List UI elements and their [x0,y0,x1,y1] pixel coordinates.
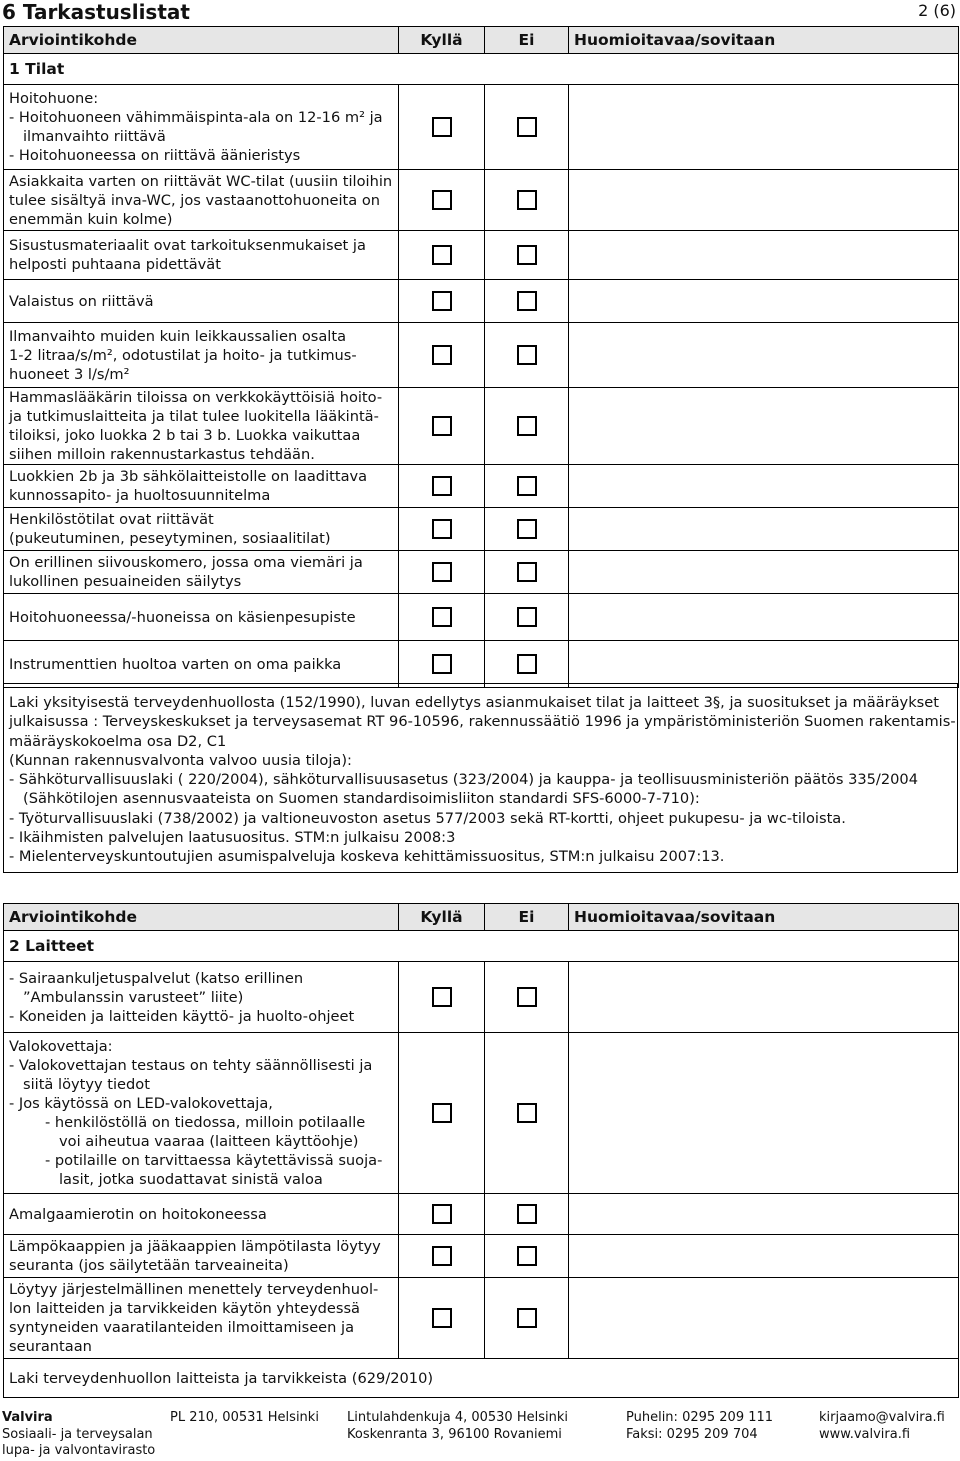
checklist-row [4,1235,959,1278]
section-title: 1 Tilat [4,54,959,85]
email-link[interactable]: kirjaamo@valvira.fi [819,1410,945,1425]
checklist-item-text [4,231,399,280]
checkbox-cell-no [485,1033,569,1194]
checkbox-no[interactable] [517,654,537,674]
item-line: - potilaille on tarvittaessa käytettävissä suoja- [45,1152,383,1169]
checkbox-no[interactable] [517,190,537,210]
checkbox-yes[interactable] [432,519,452,539]
item-line: kunnossapito- ja huoltosuunnitelma [9,487,271,504]
checklist-row [4,1033,959,1194]
law-line: (Sähkötilojen asennusvaateista on Suomen standardisoimisliiton standardi SFS-6000-7-710): [23,790,700,808]
page-header [0,0,960,26]
col-item-header: Arviointikohde [4,27,399,54]
notes-cell[interactable] [569,170,959,231]
checkbox-cell-yes [399,594,485,641]
checklist-item-text [4,508,399,551]
org-line-2: Sosiaali- ja terveysalan [2,1426,153,1442]
checkbox-cell-no [485,1278,569,1359]
col-notes-header: Huomioitavaa/sovitaan [569,27,959,54]
item-line: Löytyy järjestelmällinen menettely terveydenhuol- [9,1281,379,1298]
item-line: Instrumenttien huoltoa varten on oma paikka [9,655,342,673]
checkbox-no[interactable] [517,1246,537,1266]
notes-cell[interactable] [569,231,959,280]
checkbox-yes[interactable] [432,416,452,436]
checkbox-cell-yes [399,508,485,551]
col-yes-header: Kyllä [399,27,485,54]
checklist-row [4,170,959,231]
visiting-address-helsinki: Lintulahdenkuja 4, 00530 Helsinki [347,1410,568,1425]
notes-cell[interactable] [569,962,959,1033]
section-title: 2 Laitteet [4,931,959,962]
item-line: Sisustusmateriaalit ovat tarkoituksenmukaiset ja [9,237,366,254]
checkbox-cell-no [485,1194,569,1235]
item-line: (pukeutuminen, peseytyminen, sosiaalitilat) [9,530,331,547]
checkbox-cell-no [485,508,569,551]
phone: Puhelin: 0295 209 111 [626,1410,774,1425]
item-line: ilmanvaihto riittävä [23,128,166,145]
item-line: Hoitohuone: [9,90,99,107]
item-line: Valokovettaja: [9,1038,113,1055]
item-line: tiloiksi, joko luokka 2 b tai 3 b. Luokka vaikuttaa [9,427,361,444]
item-line: lon laitteiden ja tarvikkeiden käytön yhteydessä [9,1300,360,1317]
checkbox-cell-yes [399,962,485,1033]
checklist-item-text [4,1194,399,1235]
law-references [3,683,958,873]
column-header-row [4,27,959,54]
checkbox-cell-no [485,231,569,280]
checklist-item-text [4,962,399,1033]
checklist-item-text [4,85,399,170]
checklist-row [4,323,959,388]
checkbox-cell-yes [399,1278,485,1359]
notes-cell[interactable] [569,1033,959,1194]
item-line: ja tutkimuslaitteita ja tilat tulee luokitella lääkintä- [9,408,379,425]
checkbox-cell-yes [399,641,485,688]
notes-cell[interactable] [569,323,959,388]
checkbox-yes[interactable] [432,291,452,311]
notes-cell[interactable] [569,388,959,465]
col-notes-header: Huomioitavaa/sovitaan [569,904,959,931]
item-line: - Sairaankuljetuspalvelut (katso erillinen [9,969,304,987]
checkbox-yes[interactable] [432,607,452,627]
checkbox-no[interactable] [517,476,537,496]
item-line: huoneet 3 l/s/m² [9,365,130,383]
checkbox-no[interactable] [517,291,537,311]
col-yes-header: Kyllä [399,904,485,931]
checkbox-cell-yes [399,551,485,594]
law-line: - Mielenterveyskuntoutujien asumispalveluja koskeva kehittämissuositus, STM:n julkaisu 2007:13. [9,848,725,866]
visiting-address-rovaniemi: Koskenranta 3, 96100 Rovaniemi [347,1426,562,1442]
item-line: 1-2 litraa/s/m², odotustilat ja hoito- ja tutkimus- [9,346,357,364]
org-line-3: lupa- ja valvontavirasto [2,1443,156,1458]
item-line: - Koneiden ja laitteiden käyttö- ja huolto-ohjeet [9,1007,355,1025]
checklist-item-text [4,594,399,641]
notes-cell[interactable] [569,551,959,594]
checkbox-cell-yes [399,388,485,465]
item-line: - henkilöstöllä on tiedossa, milloin potilaalle [45,1114,366,1131]
checkbox-cell-yes [399,1194,485,1235]
item-line: siihen milloin rakennustarkastus tehdään. [9,446,315,463]
page-title: 6 Tarkastuslistat [2,0,190,24]
checkbox-cell-yes [399,465,485,508]
item-line: On erillinen siivouskomero, jossa oma viemäri ja [9,554,363,571]
checkbox-yes[interactable] [432,1246,452,1266]
fax: Faksi: 0295 209 704 [626,1426,758,1442]
checkbox-cell-no [485,962,569,1033]
law-line: julkaisussa : Terveyskeskukset ja terveysasemat RT 96-10596, rakennussäätiö 1996 ja ympäristöministeriön Suomen rakentamis- [9,713,956,731]
item-line: Asiakkaita varten on riittävät WC-tilat (uusiin tiloihin [9,172,393,190]
checkbox-cell-no [485,280,569,323]
web-link[interactable]: www.valvira.fi [819,1426,911,1442]
checkbox-no[interactable] [517,245,537,265]
item-line: Valaistus on riittävä [9,292,154,310]
page-number: 2 (6) [918,1,956,20]
section-title-row [4,931,959,962]
notes-cell[interactable] [569,465,959,508]
law-row [4,1359,959,1398]
item-line: lasit, jotka suodattavat sinistä valoa [59,1171,323,1188]
checklist-item-text [4,1278,399,1359]
checkbox-no[interactable] [517,345,537,365]
checkbox-yes[interactable] [432,345,452,365]
checkbox-cell-yes [399,323,485,388]
checkbox-no[interactable] [517,1103,537,1123]
item-line: Lämpökaappien ja jääkaappien lämpötilasta löytyy [9,1238,381,1255]
checklist-item-text [4,170,399,231]
checkbox-cell-no [485,85,569,170]
item-line: enemmän kuin kolme) [9,210,173,228]
checklist-row [4,508,959,551]
item-line: - Hoitohuoneen vähimmäispinta-ala on 12-16 m² ja [9,109,383,126]
checklist-row [4,388,959,465]
item-line: Amalgaamierotin on hoitokoneessa [9,1205,267,1223]
notes-cell[interactable] [569,594,959,641]
checkbox-yes[interactable] [432,190,452,210]
checkbox-cell-no [485,641,569,688]
section-title-row [4,54,959,85]
checklist-item-text [4,551,399,594]
checkbox-cell-yes [399,231,485,280]
col-no-header: Ei [485,27,569,54]
checkbox-cell-no [485,1235,569,1278]
notes-cell[interactable] [569,1235,959,1278]
checkbox-cell-yes [399,1235,485,1278]
checklist-item-text [4,323,399,388]
checkbox-cell-no [485,594,569,641]
checkbox-yes[interactable] [432,476,452,496]
notes-cell[interactable] [569,508,959,551]
item-line: Henkilöstötilat ovat riittävät [9,511,214,528]
checklist-item-text [4,465,399,508]
checklist-row [4,231,959,280]
column-header-row [4,904,959,931]
checklist-row [4,1278,959,1359]
checklist-row [4,280,959,323]
item-line: syntyneiden vaaratilanteiden ilmoittamiseen ja [9,1319,355,1336]
checkbox-cell-no [485,323,569,388]
item-line: Ilmanvaihto muiden kuin leikkaussalien osalta [9,327,347,345]
item-line: ”Ambulanssin varusteet” liite) [23,988,244,1006]
notes-cell[interactable] [569,641,959,688]
checkbox-yes[interactable] [432,562,452,582]
item-line: Hammaslääkärin tiloissa on verkkokäyttöisiä hoito- [9,389,383,406]
checklist-row [4,641,959,688]
postal-address: PL 210, 00531 Helsinki [170,1410,319,1425]
item-line: seurantaan [9,1338,92,1355]
checklist-item-text [4,641,399,688]
checkbox-cell-yes [399,280,485,323]
checkbox-cell-yes [399,170,485,231]
checklist-item-text [4,1235,399,1278]
item-line: - Hoitohuoneessa on riittävä äänieristys [9,147,301,164]
law-line: - Sähköturvallisuuslaki ( 220/2004), sähköturvallisuusasetus (323/2004) ja kauppa- ja teollisuusministeriön päätös 335/2004 [9,771,918,789]
item-line: siitä löytyy tiedot [23,1076,150,1093]
col-item-header: Arviointikohde [4,904,399,931]
checklist-item-text [4,1033,399,1194]
checkbox-no[interactable] [517,519,537,539]
checkbox-cell-no [485,170,569,231]
checkbox-yes[interactable] [432,1204,452,1224]
checklist-item-text [4,388,399,465]
law-line: Laki yksityisestä terveydenhuollosta (152/1990), luvan edellytys asianmukaiset tilat ja laitteet 3§, ja suositukset ja määräykset [9,694,939,711]
checkbox-cell-no [485,551,569,594]
checkbox-yes[interactable] [432,117,452,137]
item-line: - Jos käytössä on LED-valokovettaja, [9,1095,273,1112]
item-line: - Valokovettajan testaus on tehty säännöllisesti ja [9,1057,373,1074]
checklist-row [4,85,959,170]
page-footer [0,1410,960,1461]
checklist-row [4,962,959,1033]
checkbox-cell-no [485,388,569,465]
checkbox-no[interactable] [517,562,537,582]
item-line: Hoitohuoneessa/-huoneissa on käsienpesupiste [9,608,356,626]
checkbox-yes[interactable] [432,1103,452,1123]
item-line: helposti puhtaana pidettävät [9,256,221,273]
item-line: voi aiheutua vaaraa (laitteen käyttöohje) [59,1133,359,1150]
checkbox-cell-yes [399,85,485,170]
item-line: tulee sisältyä inva-WC, jos vastaanottohuoneita on [9,191,381,209]
checkbox-yes[interactable] [432,654,452,674]
checklist-table-laitteet [3,903,959,1398]
item-line: seuranta (jos säilytetään tarveaineita) [9,1257,289,1274]
checklist-table-tilat [3,26,959,688]
notes-cell[interactable] [569,85,959,170]
checkbox-cell-yes [399,1033,485,1194]
law-line: (Kunnan rakennusvalvonta valvoo uusia tiloja): [9,751,352,769]
item-line: lukollinen pesuaineiden säilytys [9,573,242,590]
checkbox-cell-no [485,465,569,508]
notes-cell[interactable] [569,1194,959,1235]
law-line: - Työturvallisuuslaki (738/2002) ja valtioneuvoston asetus 577/2003 sekä RT-kortti, ohjeet pukupesu- ja wc-tiloista. [9,809,846,827]
checkbox-yes[interactable] [432,245,452,265]
law-reference-laitteet: Laki terveydenhuollon laitteista ja tarvikkeista (629/2010) [4,1359,959,1398]
law-line: - Ikäihmisten palvelujen laatusuositus. STM:n julkaisu 2008:3 [9,829,456,847]
checkbox-no[interactable] [517,1204,537,1224]
checklist-row [4,551,959,594]
col-no-header: Ei [485,904,569,931]
org-name: Valvira [2,1410,53,1425]
item-line: Luokkien 2b ja 3b sähkölaitteistolle on laadittava [9,468,368,485]
checklist-row [4,465,959,508]
checkbox-no[interactable] [517,117,537,137]
checkbox-yes[interactable] [432,987,452,1007]
law-line: määräyskokoelma osa D2, C1 [9,732,227,750]
checkbox-no[interactable] [517,1308,537,1328]
checklist-row [4,1194,959,1235]
checkbox-no[interactable] [517,987,537,1007]
checkbox-no[interactable] [517,607,537,627]
notes-cell[interactable] [569,1278,959,1359]
checklist-row [4,594,959,641]
notes-cell[interactable] [569,280,959,323]
checklist-item-text [4,280,399,323]
checkbox-no[interactable] [517,416,537,436]
checkbox-yes[interactable] [432,1308,452,1328]
